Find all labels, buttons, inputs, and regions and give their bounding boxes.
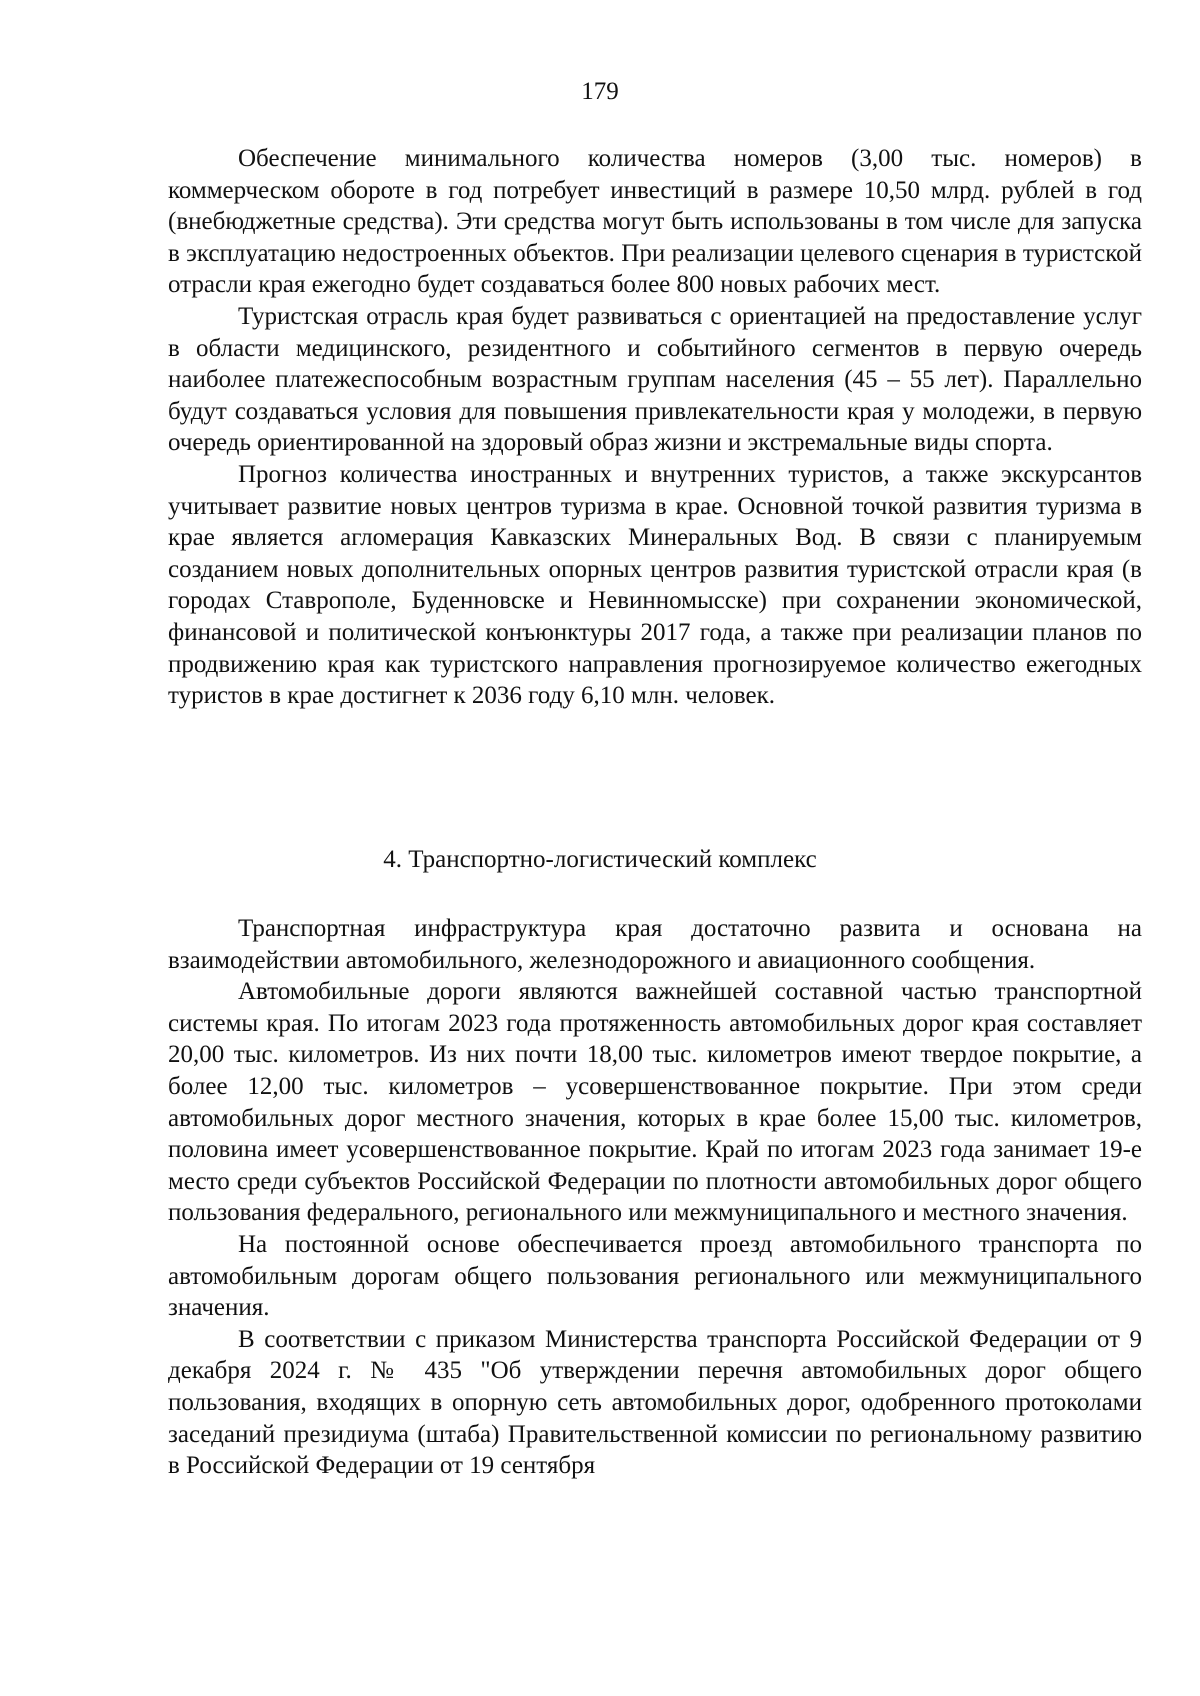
- paragraph: Обеспечение минимального количества номеров (3,00 тыс. номеров) в коммерческом обороте в год потребует инвестиций в размере 10,50 млрд. рублей в год (внебюджетные средства). Эти средства могут быть использованы в том числе для запуска в эксплуатацию недостроенных объектов. При реализации целевого сценария в туристской отрасли края ежегодно будет создаваться более 800 новых рабочих мест.: [168, 145, 1142, 299]
- paragraph: Транспортная инфраструктура края достаточно развита и основана на взаимодействии автомобильного, железнодорожного и авиационного сообщения.: [168, 915, 1142, 974]
- section-heading: 4. Транспортно-логистический комплекс: [383, 846, 817, 873]
- paragraph: Туристская отрасль края будет развиваться с ориентацией на предоставление услуг в области медицинского, резидентного и событийного сегментов в первую очередь наиболее платежеспособным возрастным группам населения (45 – 55 лет). Параллельно будут создаваться условия для повышения привлекательности края у молодежи, в первую очередь ориентированной на здоровый образ жизни и экстремальные виды спорта.: [168, 302, 1142, 457]
- body-text-tourism: [168, 143, 1142, 712]
- page-number: 179: [581, 78, 619, 105]
- paragraph: На постоянной основе обеспечивается проезд автомобильного транспорта по автомобильным дорогам общего пользования регионального или межмуниципального значения.: [168, 1230, 1142, 1322]
- body-text-transport: [168, 913, 1142, 1482]
- paragraph: В соответствии с приказом Министерства транспорта Российской Федерации от 9 декабря 2024 г. № 435 "Об утверждении перечня автомобильных дорог общего пользования, входящих в опорную сеть автомобильных дорог, одобренного протоколами заседаний президиума (штаба) Правительственной комиссии по региональному развитию в Российской Федерации от 19 сентября: [168, 1325, 1142, 1480]
- paragraph: Прогноз количества иностранных и внутренних туристов, а также экскурсантов учитывает развитие новых центров туризма в крае. Основной точкой развития туризма в крае является агломерация Кавказских Минеральных Вод. В связи с планируемым созданием новых дополнительных опорных центров развития туристской отрасли края (в городах Ставрополе, Буденновске и Невинномысске) при сохранении экономической, финансовой и политической конъюнктуры 2017 года, а также при реализации планов по продвижению края как туристского направления прогнозируемое количество ежегодных туристов в крае достигнет к 2036 году 6,10 млн. человек.: [168, 460, 1142, 710]
- paragraph: Автомобильные дороги являются важнейшей составной частью транспортной системы края. По итогам 2023 года протяженность автомобильных дорог края составляет 20,00 тыс. километров. Из них почти 18,00 тыс. километров имеют твердое покрытие, а более 12,00 тыс. километров – усовершенствованное покрытие. При этом среди автомобильных дорог местного значения, которых в крае более 15,00 тыс. километров, половина имеет усовершенствованное покрытие. Край по итогам 2023 года занимает 19-е место среди субъектов Российской Федерации по плотности автомобильных дорог общего пользования федерального, регионального или межмуниципального и местного значения.: [168, 978, 1142, 1227]
